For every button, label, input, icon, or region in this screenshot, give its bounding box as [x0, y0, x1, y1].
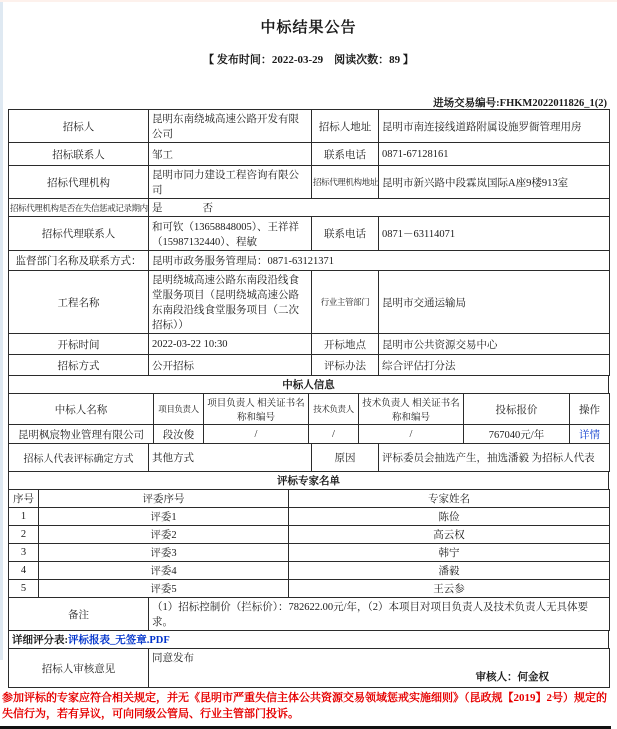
publish-meta: 【 发布时间：2022-03-29 阅读次数：89 】 — [203, 54, 414, 66]
experts-table — [8, 489, 610, 598]
credit-value — [149, 199, 610, 217]
expert-seq: 5 — [9, 580, 39, 598]
bidder-addr-label: 招标人地址 — [312, 110, 379, 143]
expert-row — [9, 526, 610, 544]
rep-reason-value: 评标委员会抽选产生，抽选潘毅 为招标人代表 — [379, 444, 610, 472]
col-action: 操作 — [570, 394, 610, 425]
winner-price: 767040元/年 — [464, 425, 570, 444]
rep-table — [8, 443, 610, 472]
remark-label: 备注 — [9, 598, 149, 631]
review-value: 同意发布 — [152, 653, 194, 664]
remark-table — [8, 597, 610, 631]
winner-section-title-table — [8, 375, 609, 394]
agency-label: 招标代理机构 — [9, 166, 149, 199]
eval-method-value: 综合评估打分法 — [379, 355, 610, 376]
table-row — [9, 472, 609, 490]
expert-name: 陈俭 — [289, 508, 610, 526]
expert-judge: 评委2 — [39, 526, 289, 544]
table-row — [9, 110, 610, 143]
col-judge-no: 评委序号 — [39, 490, 289, 508]
winner-tech: / — [309, 425, 359, 444]
winner-table — [8, 393, 610, 444]
page-title: 中标结果公告 — [260, 20, 357, 36]
project-value: 昆明绕城高速公路东南段沿线食堂服务项目（昆明绕城高速公路东南段沿线食堂服务项目（二次招标）） — [149, 271, 312, 334]
contact-label: 招标联系人 — [9, 143, 149, 166]
agency-addr-value: 昆明市新兴路中段霖岚国际A座9楼913室 — [379, 166, 610, 199]
table-row — [9, 251, 610, 271]
expert-row — [9, 580, 610, 598]
table-row — [9, 199, 610, 217]
score-cell — [9, 631, 609, 649]
table-row — [9, 649, 610, 688]
expert-seq: 3 — [9, 544, 39, 562]
industry-value: 昆明市交通运输局 — [379, 271, 610, 334]
winner-name: 昆明枫宸物业管理有限公司 — [9, 425, 154, 444]
review-label: 招标人审核意见 — [9, 649, 149, 688]
bid-method-label: 招标方式 — [9, 355, 149, 376]
table-row — [9, 376, 609, 394]
industry-label: 行业主管部门 — [312, 271, 379, 334]
expert-judge: 评委3 — [39, 544, 289, 562]
expert-name: 潘毅 — [289, 562, 610, 580]
review-table — [8, 648, 610, 688]
trade-number: 进场交易编号:FHKM2022011826_1(2) — [433, 98, 607, 109]
phone-value: 0871-67128161 — [379, 143, 610, 166]
expert-seq: 2 — [9, 526, 39, 544]
expert-row — [9, 508, 610, 526]
expert-name: 王云参 — [289, 580, 610, 598]
rep-method-value: 其他方式 — [149, 444, 312, 472]
winner-tech-cert: / — [359, 425, 464, 444]
agency-contact-value: 和可钦（13658848005）、王祥祥（15987132440）、程敏 — [149, 217, 312, 251]
score-report-link[interactable]: 评标报表_无签章.PDF — [68, 635, 170, 646]
rep-reason-label: 原因 — [312, 444, 379, 472]
col-seq: 序号 — [9, 490, 39, 508]
open-place-value: 昆明市公共资源交易中心 — [379, 334, 610, 355]
table-row — [9, 598, 610, 631]
col-tech-manager: 技术负责人 — [309, 394, 359, 425]
page-left-edge — [0, 2, 3, 660]
supervisor-label: 监督部门名称及联系方式： — [9, 251, 149, 271]
table-row — [9, 143, 610, 166]
reviewer-name: 审核人：何金权 — [475, 672, 549, 683]
table-row — [9, 355, 610, 376]
agency-phone-value: 0871－63114071 — [379, 217, 610, 251]
score-table — [8, 630, 609, 649]
agency-addr-label: 招标代理机构地址 — [312, 166, 379, 199]
remark-value: （1）招标控制价（拦标价）：782622.00元/年，（2）本项目对项目负责人及技术负责人无具体要求。 — [149, 598, 610, 631]
agency-value: 昆明市同力建设工程咨询有限公司 — [149, 166, 312, 199]
compliance-notice: 参加评标的专家应符合相关规定，并无《昆明市严重失信主体公共资源交易领域惩戒实施细则》（昆政规【2019】2号）规定的失信行为，若有异议，可向同级公管局、行业主管部门投诉。 — [0, 690, 611, 729]
expert-judge: 评委1 — [39, 508, 289, 526]
credit-label: 招标代理机构是否在失信惩戒记录期内 — [9, 199, 149, 217]
table-row — [9, 444, 610, 472]
credit-no: 否 — [202, 203, 213, 214]
experts-title-table — [8, 471, 609, 490]
table-row — [9, 166, 610, 199]
expert-row — [9, 544, 610, 562]
table-row — [9, 217, 610, 251]
winner-header-row — [9, 394, 610, 425]
expert-name: 韩宁 — [289, 544, 610, 562]
col-pm-cert: 项目负责人 相关证书名称和编号 — [204, 394, 309, 425]
announcement-page — [2, 2, 609, 729]
winner-pm: 段汝俊 — [154, 425, 204, 444]
rep-method-label: 招标人代表评标确定方式 — [9, 444, 149, 472]
winner-row — [9, 425, 610, 444]
basic-info-table — [8, 109, 610, 376]
supervisor-value: 昆明市政务服务管理局：0871-63121371 — [149, 251, 610, 271]
col-expert-name: 专家姓名 — [289, 490, 610, 508]
credit-yes: 是 — [152, 203, 163, 214]
col-winner-name: 中标人名称 — [9, 394, 154, 425]
phone-label: 联系电话 — [312, 143, 379, 166]
expert-row — [9, 562, 610, 580]
bid-method-value: 公开招标 — [149, 355, 312, 376]
bidder-label: 招标人 — [9, 110, 149, 143]
col-bid-price: 投标报价 — [464, 394, 570, 425]
open-time-label: 开标时间 — [9, 334, 149, 355]
table-row — [9, 631, 609, 649]
project-label: 工程名称 — [9, 271, 149, 334]
detail-link[interactable]: 详情 — [579, 429, 600, 441]
experts-header-row — [9, 490, 610, 508]
review-cell — [149, 649, 610, 688]
expert-seq: 1 — [9, 508, 39, 526]
expert-judge: 评委4 — [39, 562, 289, 580]
bidder-addr-value: 昆明市南连接线道路附属设施罗衙管理用房 — [379, 110, 610, 143]
winner-section-title: 中标人信息 — [9, 376, 609, 394]
agency-phone-label: 联系电话 — [312, 217, 379, 251]
expert-name: 高云权 — [289, 526, 610, 544]
open-time-value: 2022-03-22 10:30 — [149, 334, 312, 355]
agency-contact-label: 招标代理联系人 — [9, 217, 149, 251]
table-row — [9, 271, 610, 334]
score-label: 详细评分表: — [12, 635, 68, 646]
eval-method-label: 评标办法 — [312, 355, 379, 376]
col-project-manager: 项目负责人 — [154, 394, 204, 425]
table-row — [9, 334, 610, 355]
winner-pm-cert: / — [204, 425, 309, 444]
expert-seq: 4 — [9, 562, 39, 580]
col-tech-cert: 技术负责人 相关证书名称和编号 — [359, 394, 464, 425]
contact-value: 邹工 — [149, 143, 312, 166]
experts-section-title: 评标专家名单 — [9, 472, 609, 490]
bidder-value: 昆明东南绕城高速公路开发有限公司 — [149, 110, 312, 143]
open-place-label: 开标地点 — [312, 334, 379, 355]
expert-judge: 评委5 — [39, 580, 289, 598]
